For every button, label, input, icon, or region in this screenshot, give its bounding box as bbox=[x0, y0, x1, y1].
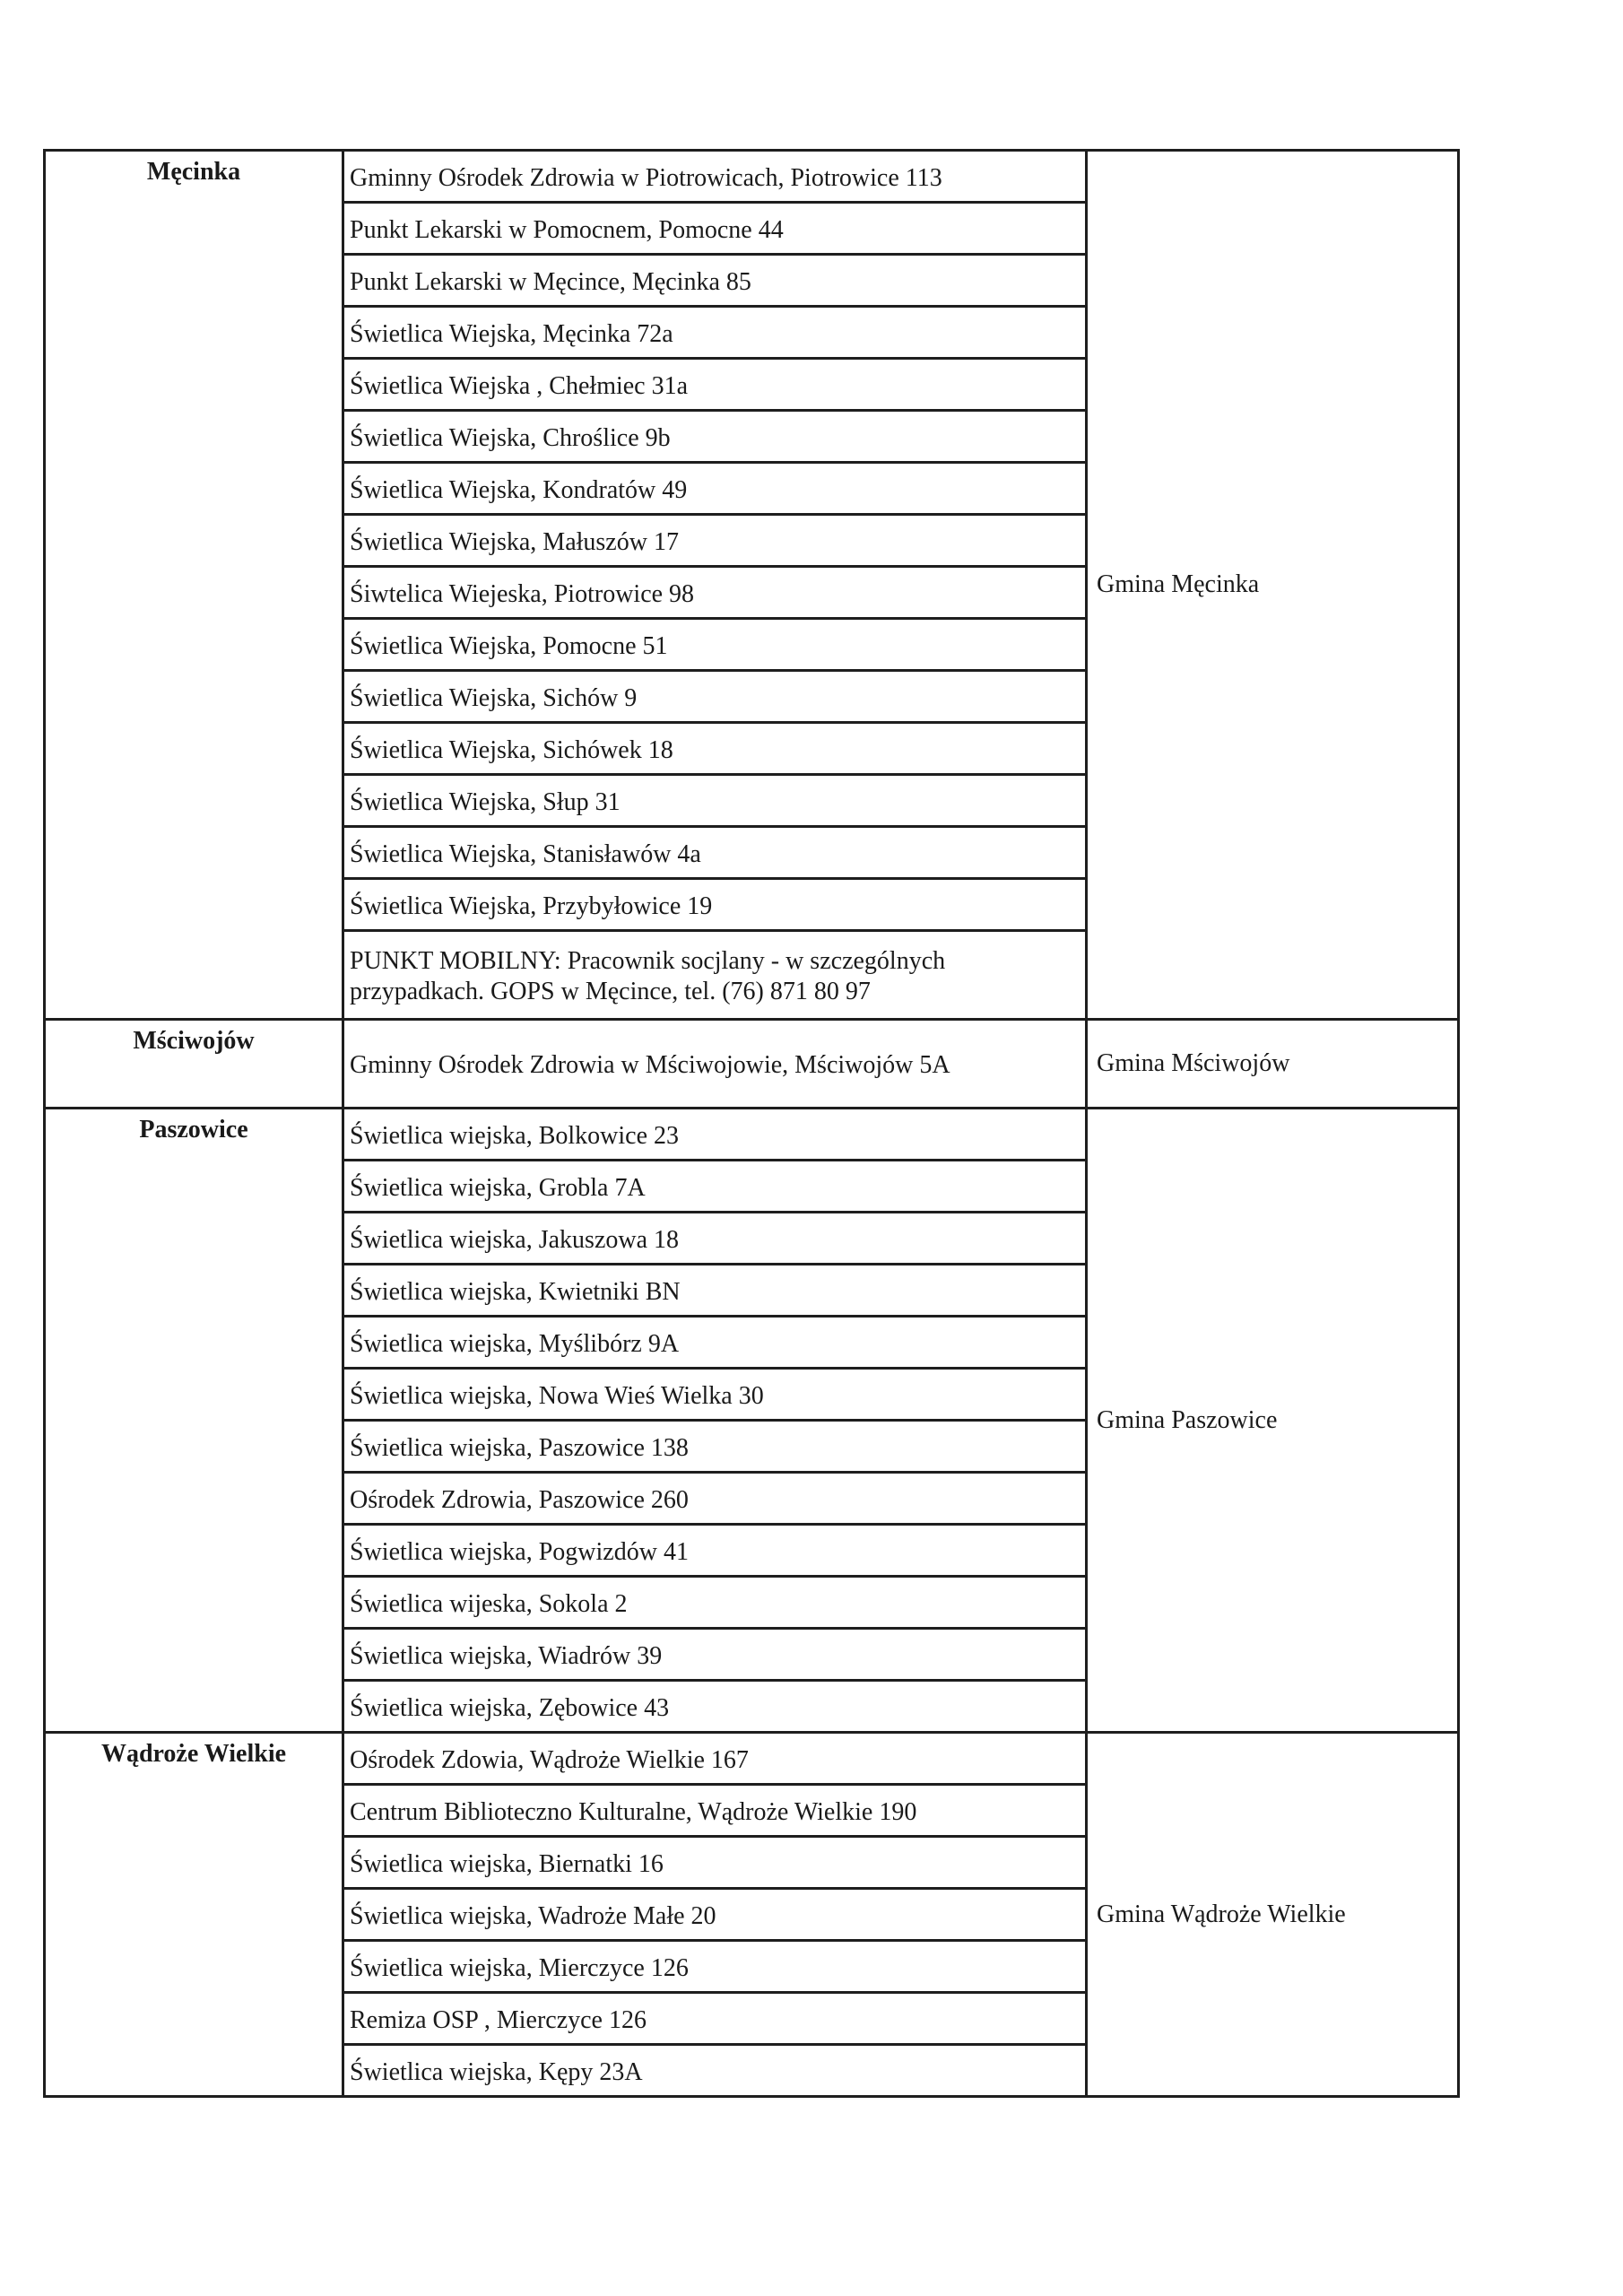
location-cell: Ośrodek Zdowia, Wądroże Wielkie 167 bbox=[343, 1733, 1087, 1785]
location-cell: Świetlica wiejska, Jakuszowa 18 bbox=[343, 1213, 1087, 1265]
location-cell: Świetlica wiejska, Zębowice 43 bbox=[343, 1681, 1087, 1733]
location-cell: Świetlica wiejska, Kępy 23A bbox=[343, 2045, 1087, 2097]
location-cell: Świetlica wijeska, Sokola 2 bbox=[343, 1577, 1087, 1629]
location-cell: Centrum Biblioteczno Kulturalne, Wądroże Wielkie 190 bbox=[343, 1785, 1087, 1837]
location-cell: Gminny Ośrodek Zdrowia w Mściwojowie, Mściwojów 5A bbox=[343, 1020, 1087, 1109]
location-cell: Śiwtelica Wiejeska, Piotrowice 98 bbox=[343, 567, 1087, 619]
locations-table bbox=[43, 149, 1460, 2098]
location-cell: Świetlica Wiejska, Słup 31 bbox=[343, 775, 1087, 827]
location-cell: Świetlica wiejska, Nowa Wieś Wielka 30 bbox=[343, 1369, 1087, 1421]
gmina-cell: Gmina Paszowice bbox=[1087, 1109, 1459, 1733]
gmina-cell: Gmina Wądroże Wielkie bbox=[1087, 1733, 1459, 2097]
municipality-cell: Męcinka bbox=[45, 151, 343, 1020]
location-cell: Świetlica wiejska, Bolkowice 23 bbox=[343, 1109, 1087, 1161]
location-cell: Punkt Lekarski w Pomocnem, Pomocne 44 bbox=[343, 203, 1087, 255]
gmina-cell: Gmina Mściwojów bbox=[1087, 1020, 1459, 1109]
location-cell: Świetlica Wiejska, Sichówek 18 bbox=[343, 723, 1087, 775]
location-cell: Świetlica wiejska, Mierczyce 126 bbox=[343, 1941, 1087, 1993]
location-cell: Remiza OSP , Mierczyce 126 bbox=[343, 1993, 1087, 2045]
location-cell: Gminny Ośrodek Zdrowia w Piotrowicach, Piotrowice 113 bbox=[343, 151, 1087, 203]
location-cell: Świetlica Wiejska, Sichów 9 bbox=[343, 671, 1087, 723]
location-cell: Świetlica Wiejska, Małuszów 17 bbox=[343, 515, 1087, 567]
gmina-cell: Gmina Męcinka bbox=[1087, 151, 1459, 1020]
table-row bbox=[45, 1020, 1459, 1109]
location-cell: Świetlica Wiejska, Kondratów 49 bbox=[343, 463, 1087, 515]
location-cell: Świetlica wiejska, Wadroże Małe 20 bbox=[343, 1889, 1087, 1941]
table-row bbox=[45, 1109, 1459, 1161]
location-cell: Świetlica wiejska, Grobla 7A bbox=[343, 1161, 1087, 1213]
location-cell: Punkt Lekarski w Męcince, Męcinka 85 bbox=[343, 255, 1087, 307]
location-cell: Świetlica wiejska, Biernatki 16 bbox=[343, 1837, 1087, 1889]
location-cell: Świetlica wiejska, Kwietniki BN bbox=[343, 1265, 1087, 1317]
location-cell: Świetlica wiejska, Myślibórz 9A bbox=[343, 1317, 1087, 1369]
municipality-cell: Mściwojów bbox=[45, 1020, 343, 1109]
location-cell: Świetlica wiejska, Pogwizdów 41 bbox=[343, 1525, 1087, 1577]
location-cell: Świetlica wiejska, Wiadrów 39 bbox=[343, 1629, 1087, 1681]
municipality-cell: Paszowice bbox=[45, 1109, 343, 1733]
location-cell: Świetlica Wiejska, Pomocne 51 bbox=[343, 619, 1087, 671]
municipality-cell: Wądroże Wielkie bbox=[45, 1733, 343, 2097]
location-cell: Świetlica wiejska, Paszowice 138 bbox=[343, 1421, 1087, 1473]
location-cell: Ośrodek Zdrowia, Paszowice 260 bbox=[343, 1473, 1087, 1525]
location-cell: Świetlica Wiejska, Przybyłowice 19 bbox=[343, 879, 1087, 931]
location-cell: Świetlica Wiejska, Stanisławów 4a bbox=[343, 827, 1087, 879]
location-cell: Świetlica Wiejska, Męcinka 72a bbox=[343, 307, 1087, 359]
location-cell: Świetlica Wiejska , Chełmiec 31a bbox=[343, 359, 1087, 411]
location-cell: PUNKT MOBILNY: Pracownik socjlany - w szczególnych przypadkach. GOPS w Męcince, tel. (76) 871 80 97 bbox=[343, 931, 1087, 1020]
table-row bbox=[45, 1733, 1459, 1785]
location-cell: Świetlica Wiejska, Chroślice 9b bbox=[343, 411, 1087, 463]
table-row bbox=[45, 151, 1459, 203]
